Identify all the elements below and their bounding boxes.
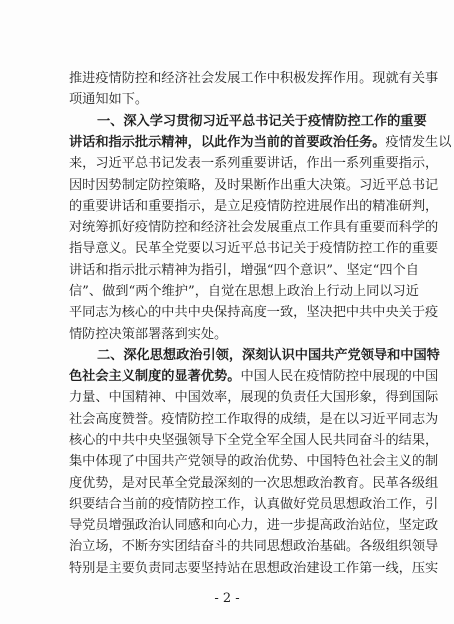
body-line-20: 度优势，是对民革全党最深刻的一次思想政治教育。民革各级组 (69, 475, 439, 491)
body-line-19: 集中体现了中国共产党领导的政治优势、中国特色社会主义的制 (69, 454, 439, 470)
heading-2-line-1: 二、深化思想政治引领，深刻认识中国共产党领导和中国特 (97, 347, 440, 363)
heading-1-line-2: 讲话和指示批示精神，以此作为当前的首要政治任务。疫情发生以 (69, 134, 452, 150)
body-line-16: 力量、中国精神、中国效率，展现的负责任大国形象，得到国际 (69, 390, 439, 406)
body-line-13: 情防控决策部署落到实处。 (69, 326, 228, 342)
body-line-8: 对统筹抓好疫情防控和经济社会发展重点工作具有重要而科学的 (69, 220, 439, 235)
body-line-21: 织要结合当前的疫情防控工作，认真做好党员思想政治工作，引 (69, 496, 439, 512)
heading-1-line-1: 一、深入学习贯彻习近平总书记关于疫情防控工作的重要 (97, 113, 427, 129)
page-number: - 2 - (214, 591, 240, 606)
body-line-5: 来，习近平总书记发表一系列重要讲话，作出一系列重要指示， (69, 156, 439, 172)
body-line-12: 平同志为核心的中共中央保持高度一致，坚决把中共中央关于疫 (69, 305, 439, 321)
body-line-9: 指导意义。民革全党要以习近平总书记关于疫情防控工作的重要 (69, 241, 439, 257)
body-line-7: 的重要讲话和重要指示，是立足疫情防控进展作出的精准研判， (69, 198, 439, 214)
body-line-11: 信”、做到“两个维护”，自觉在思想上政治上行动上同以习近 (69, 283, 419, 299)
body-line-18: 核心的中共中央坚强领导下全党全军全国人民共同奋斗的结果， (69, 433, 439, 448)
body-line-17: 社会高度赞誉。疫情防控工作取得的成绩，是在以习近平同志为 (69, 411, 439, 427)
body-line-6: 因时因势制定防控策略，及时果断作出重大决策。习近平总书记 (69, 177, 439, 193)
body-line-10: 讲话和指示批示精神为指引，增强“四个意识”、坚定“四个自 (69, 262, 419, 278)
body-line-24: 特别是主要负责同志要坚持站在思想政治建设工作第一线，压实 (69, 560, 439, 576)
body-line-22: 导党员增强政治认同感和向心力，进一步提高政治站位，坚定政 (69, 518, 439, 534)
body-line-1: 推进疫情防控和经济社会发展工作中积极发挥作用。现就有关事 (69, 71, 439, 86)
body-line-23: 治立场，不断夯实团结奋斗的共同思想政治基础。各级组织领导 (69, 539, 439, 555)
body-line-2: 项通知如下。 (69, 92, 149, 108)
heading-2-line-2: 色社会主义制度的显著优势。中国人民在疫情防控中展现的中国 (69, 369, 439, 385)
